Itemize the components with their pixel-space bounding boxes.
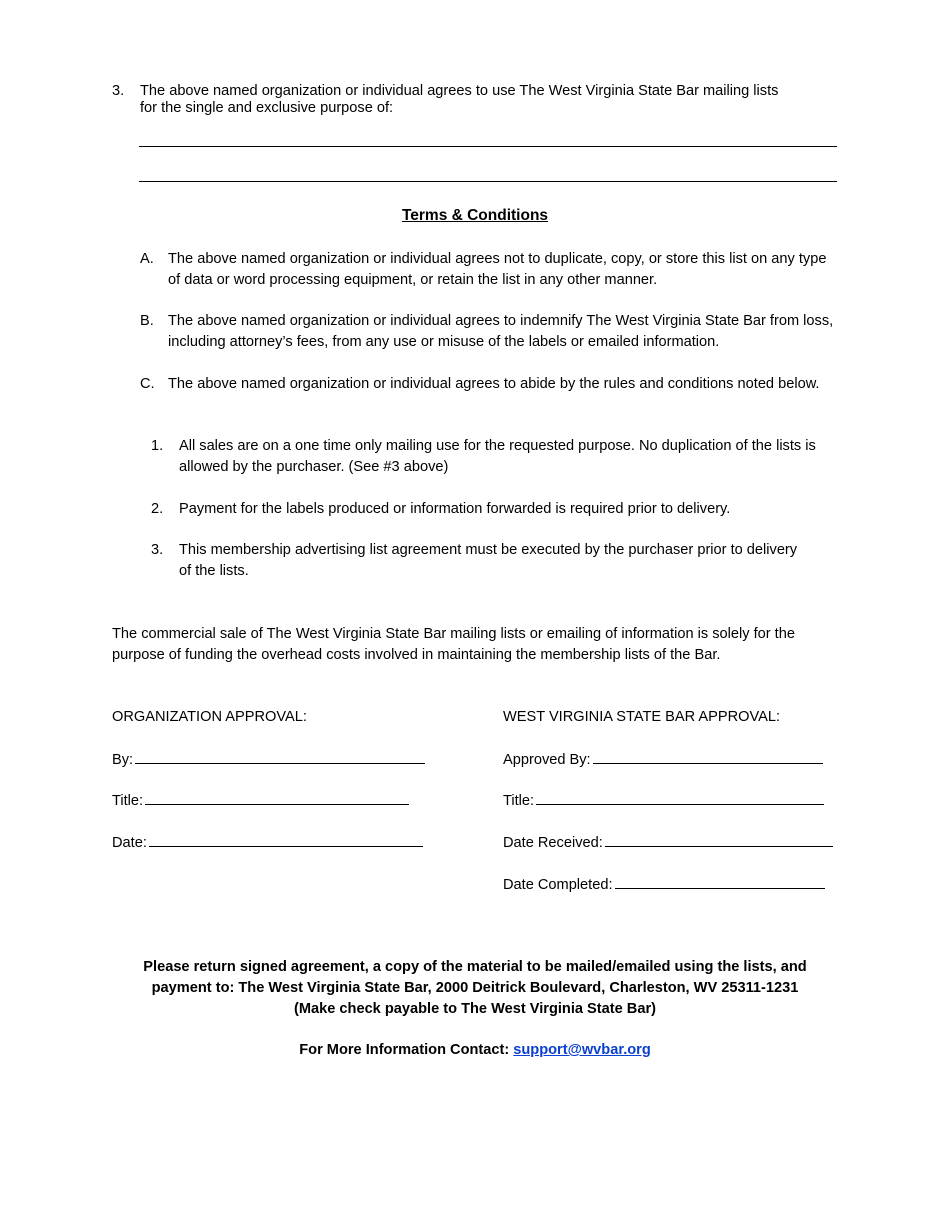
contact-email-link[interactable]: support@wvbar.org bbox=[513, 1042, 651, 1058]
org-approval-heading: ORGANIZATION APPROVAL: bbox=[112, 709, 307, 725]
org-title-field[interactable] bbox=[112, 790, 409, 812]
bar-date-completed-label: Date Completed: bbox=[503, 877, 613, 893]
bar-approved-by-field[interactable] bbox=[503, 749, 823, 771]
bar-date-completed-line[interactable] bbox=[615, 874, 825, 889]
bar-approved-by-line[interactable] bbox=[593, 749, 823, 764]
org-date-field[interactable] bbox=[112, 832, 423, 854]
footer-line-1: Please return signed agreement, a copy of the material to be mailed/emailed using the lists, and bbox=[143, 959, 807, 975]
rule-3-text: This membership advertising list agreement must be executed by the purchaser prior to delivery of the lists. bbox=[179, 542, 798, 579]
contact-line bbox=[0, 1040, 950, 1061]
section-3-number: 3. bbox=[112, 83, 125, 99]
bar-approval-heading: WEST VIRGINIA STATE BAR APPROVAL: bbox=[503, 709, 781, 725]
org-title-line[interactable] bbox=[145, 790, 409, 805]
rule-1-marker: 1. bbox=[151, 438, 164, 454]
purpose-line-2[interactable] bbox=[139, 181, 837, 182]
org-by-field[interactable] bbox=[112, 749, 425, 771]
bar-date-received-line[interactable] bbox=[605, 832, 833, 847]
contact-label: For More Information Contact: bbox=[299, 1042, 510, 1058]
section-3-text-line2: for the single and exclusive purpose of: bbox=[140, 99, 394, 116]
bar-approved-by-label: Approved By: bbox=[503, 752, 591, 768]
term-c-text: The above named organization or individual agrees to abide by the rules and conditions noted below. bbox=[168, 376, 820, 392]
org-date-line[interactable] bbox=[149, 832, 423, 847]
footer-line-3: (Make check payable to The West Virginia State Bar) bbox=[294, 1001, 656, 1017]
org-date-label: Date: bbox=[112, 835, 147, 851]
bar-title-field[interactable] bbox=[503, 790, 824, 812]
org-title-label: Title: bbox=[112, 793, 144, 809]
term-c-marker: C. bbox=[140, 376, 155, 392]
bar-date-completed-field[interactable] bbox=[503, 874, 825, 896]
rule-2-text: Payment for the labels produced or information forwarded is required prior to delivery. bbox=[179, 501, 731, 517]
rule-2-marker: 2. bbox=[151, 501, 164, 517]
rule-3-marker: 3. bbox=[151, 542, 164, 558]
commercial-note: The commercial sale of The West Virginia State Bar mailing lists or emailing of information is solely for the purpose of funding the overhead costs involved in maintaining the membership lists of the Bar. bbox=[112, 626, 795, 663]
term-a-marker: A. bbox=[140, 251, 154, 267]
bar-title-line[interactable] bbox=[536, 790, 824, 805]
term-b-text: The above named organization or individual agrees to indemnify The West Virginia State Bar from loss, including attorney’s fees, from any use or misuse of the labels or emailed information. bbox=[168, 313, 834, 350]
bar-date-received-field[interactable] bbox=[503, 832, 833, 854]
bar-date-received-label: Date Received: bbox=[503, 835, 603, 851]
purpose-line-1[interactable] bbox=[139, 146, 837, 147]
term-b-marker: B. bbox=[140, 313, 154, 329]
org-by-line[interactable] bbox=[135, 749, 425, 764]
terms-heading: Terms & Conditions bbox=[401, 207, 549, 224]
bar-title-label: Title: bbox=[503, 793, 535, 809]
footer-line-2: payment to: The West Virginia State Bar, 2000 Deitrick Boulevard, Charleston, WV 25311-1231 bbox=[151, 980, 799, 996]
term-a-text: The above named organization or individual agrees not to duplicate, copy, or store this list on any type of data or word processing equipment, or retain the list in any other manner. bbox=[168, 251, 827, 288]
org-by-label: By: bbox=[112, 752, 134, 768]
section-3-text-line1: The above named organization or individual agrees to use The West Virginia State Bar mailing lists bbox=[140, 83, 779, 99]
rule-1-text: All sales are on a one time only mailing use for the requested purpose. No duplication of the lists is allowed by the purchaser. (See #3 above) bbox=[179, 438, 816, 475]
